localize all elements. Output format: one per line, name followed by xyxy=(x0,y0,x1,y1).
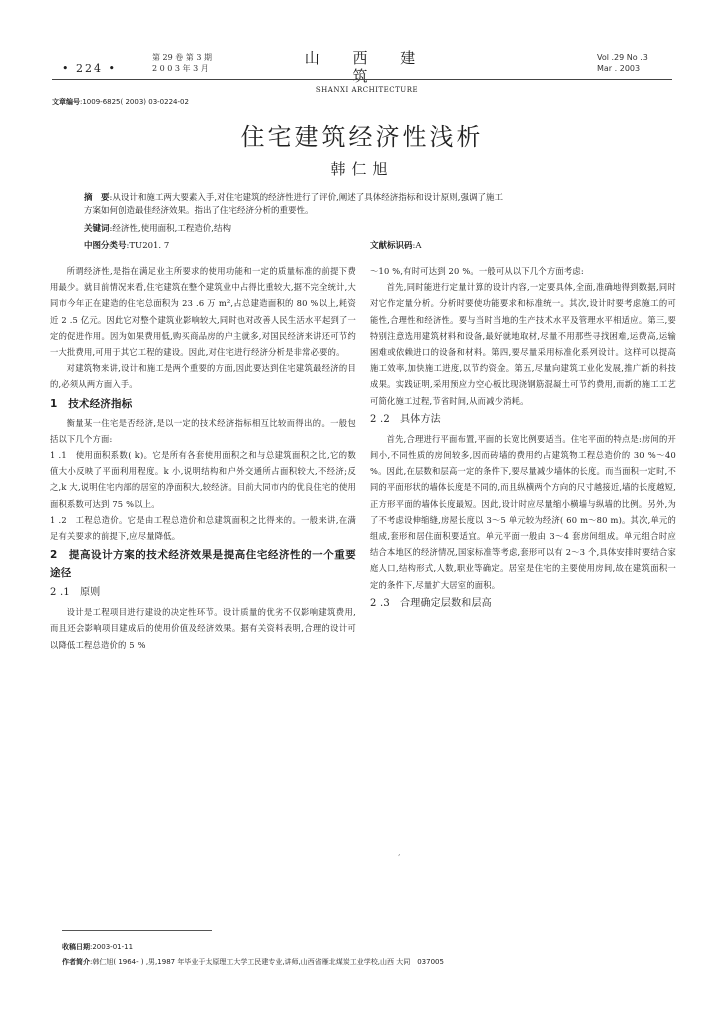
abstract-line-1: :从设计和施工两大要素入手,对住宅建筑的经济性进行了评价,阐述了具体经济指标和设计原则,强调了施工 xyxy=(109,193,503,203)
author-bio-value: :韩仁旭( 1964- ) ,男,1987 年毕业于太原理工大学工民建专业,讲师,山西省雁北煤炭工业学校,山西 大同 037005 xyxy=(90,958,444,966)
issue-line-volume-en: Vol .29 No .3 xyxy=(597,53,648,62)
article-title: 住宅建筑经济性浅析 xyxy=(240,123,484,151)
journal-title xyxy=(292,49,442,95)
issue-line-date-en: Mar . 2003 xyxy=(597,64,641,73)
abstract-line-2: 方案如何创造最佳经济效果。指出了住宅经济分析的重要性。 xyxy=(84,206,314,216)
keywords-label: 关键词 xyxy=(84,224,110,234)
header-rule xyxy=(52,79,672,80)
left-column xyxy=(50,263,356,653)
abstract xyxy=(84,192,656,218)
body-paragraph: 所谓经济性,是指在满足业主所要求的使用功能和一定的质量标准的前提下费用最少。就目前情况来看,住宅建筑在整个建筑业中占得比重较大,据不完全统计,大同市今年正在建造的住宅总面积为 23 .6 万 m²,占总建造面积的 80 %以上,耗资近 2 .5 亿元。因此它对整个建筑业影响较大,同时也对改善人民生活水平起到了一定的促进作用。因为如果费用低,购买商品房的户主就多,对国民经济来讲还可节约一大批费用,可用于其它工程的建设。因此,对住宅进行经济分析是非常必要的。 xyxy=(50,266,356,358)
body-paragraph: 衡量某一住宅是否经济,是以一定的技术经济指标相互比较而得出的。一般包括以下几个方面: xyxy=(50,417,356,444)
received-date xyxy=(62,942,133,952)
issue-info-en xyxy=(597,52,648,74)
clc-value: :TU201. 7 xyxy=(126,241,170,251)
received-label: 收稿日期 xyxy=(62,943,90,951)
body-paragraph: ～10 %,有时可达到 20 %。一般可从以下几个方面考虑: xyxy=(370,266,584,276)
body-paragraph: 设计是工程项目进行建设的决定性环节。设计质量的优劣不仅影响建筑费用,而且还会影响项目建成后的使用价值及经济效果。据有关资料表明,合理的设计可以降低工程总造价的 5 % xyxy=(50,607,356,650)
section-heading: 2 提高设计方案的技术经济效果是提高住宅经济性的一个重要途径 xyxy=(50,549,356,580)
author-bio xyxy=(62,957,444,967)
issue-line-date: 2 0 0 3 年 3 月 xyxy=(152,64,209,73)
doc-code-label: 文献标识码 xyxy=(370,241,413,251)
body-paragraph: 1 .1 使用面积系数( k)。它是所有各套使用面积之和与总建筑面积之比,它的数值大小反映了平面利用程度。k 小,说明结构和户外交通所占面积较大,不经济;反之,k 大,说明住宅内部的居室的净面积大,较经济。目前大同市内的优良住宅的使用面积系数可达到 75 %以上。 xyxy=(50,450,356,509)
section-heading: 1 技术经济指标 xyxy=(50,397,133,410)
doc-code xyxy=(370,240,650,253)
issue-line-volume: 第 29 卷 第 3 期 xyxy=(152,53,212,62)
body-paragraph: 首先,合理进行平面布置,平面的长宽比例要适当。住宅平面的特点是:房间的开间小,不同性质的房间较多,因而砖墙的费用约占建筑物工程总造价的 30 %～40 %。因此,在层数和层高一定的条件下,要尽量减少墙体的长度。而当面积一定时,不同的平面形状的墙体长度是不同的,而且纵横两个方向的尺寸越接近,墙的长度越短,正方形平面的墙体长度最短。因此,设计时应尽量缩小横墙与纵墙的比例。另外,为了不考虑设伸缩缝,房屋长度以 3～5 单元较为经济( 60 m～80 m)。其次,单元的组成,套形和居住面积要适宜。单元平面一般由 3～4 套房间组成。单元组合时应结合本地区的经济情况,国家标准等考虑,套形可以有 2～3 个,具体安排时要结合家庭人口,结构形式,人数,职业等确定。居室是住宅的主要使用房间,故在建筑面积一定的条件下,尽量扩大居室的面积。 xyxy=(370,433,676,590)
received-value: :2003-01-11 xyxy=(90,943,134,951)
issue-info-cn xyxy=(152,52,212,74)
author-bio-label: 作者简介 xyxy=(62,958,90,966)
body-paragraph: 1 .2 工程总造价。它是由工程总造价和总建筑面积之比得来的。一般来讲,在满足有关要求的前提下,应尽量降低。 xyxy=(50,514,356,542)
subsection-heading: 2 .2 具体方法 xyxy=(370,413,441,425)
subsection-heading: 2 .1 原则 xyxy=(50,587,101,599)
right-column xyxy=(370,263,676,615)
abstract-label: 摘 要 xyxy=(84,193,110,203)
body-paragraph: 对建筑物来讲,设计和施工是两个重要的方面,因此要达到住宅建筑最经济的目的,必须从两方面入手。 xyxy=(50,363,356,390)
subsection-heading: 2 .3 合理确定层数和层高 xyxy=(370,597,492,609)
stray-mark: , xyxy=(398,848,401,857)
doc-code-value: :A xyxy=(412,241,422,251)
keywords-value: :经济性,使用面积,工程造价,结构 xyxy=(109,224,231,234)
article-author: 韩仁旭 xyxy=(330,160,394,178)
body-paragraph: 首先,同时能进行定量计算的设计内容,一定要具体,全面,准确地得到数据,同时对它作定量分析。分析时要使功能要求和标准统一。其次,设计时要考虑施工的可能性,合理性和经济性。要与当时当地的生产技术水平及管理水平相适应。第三,要特别注意选用建筑材料和设备,最好就地取材,尽量不用那些寻找困难,运费高,运输困难或依赖进口的设备和材料。第四,要尽量采用标准化系列设计。这样可以提高施工效率,加快施工进度,以节约资金。第五,尽量向建筑工业化发展,推广新的科技成果。实践证明,采用预应力空心板比现浇钢筋混凝土可节约费用,而新的施工工艺可简化施工过程,节省时间,从而减少消耗。 xyxy=(370,282,676,406)
journal-title-cn: 山 西 建 筑 xyxy=(304,49,430,85)
keywords xyxy=(84,223,656,236)
article-id-label: 文章编号 xyxy=(52,98,80,106)
page-number: • 224 • xyxy=(62,62,117,75)
article-id xyxy=(52,97,189,107)
clc-label: 中图分类号 xyxy=(84,241,127,251)
journal-title-en: SHANXI ARCHITECTURE xyxy=(315,86,419,94)
footnote-rule xyxy=(62,930,212,931)
article-id-value: :1009-6825( 2003) 03-0224-02 xyxy=(80,98,189,106)
